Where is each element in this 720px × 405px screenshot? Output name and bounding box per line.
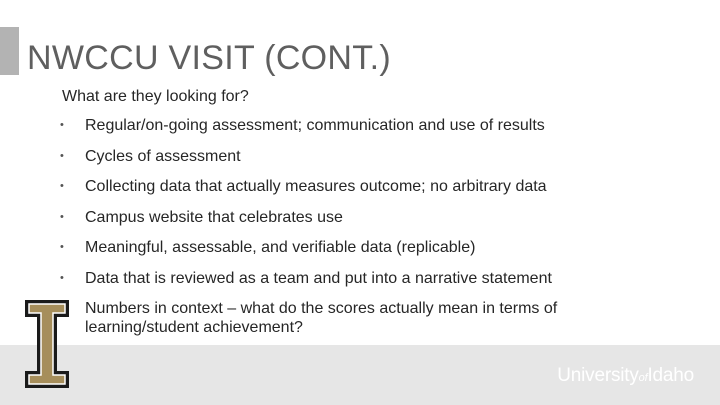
bullet-item: [58, 269, 638, 288]
slide-subtitle: What are they looking for?: [62, 88, 249, 105]
bullet-icon: •: [60, 149, 64, 162]
bullet-icon: •: [60, 119, 64, 131]
title-accent-bar: [0, 27, 19, 75]
bullet-text: Collecting data that actually measures outcome; no arbitrary data: [85, 178, 547, 195]
bullet-list: [58, 116, 638, 349]
bullet-text: Meaningful, assessable, and verifiable data (replicable): [85, 239, 476, 256]
bullet-text: Numbers in context – what do the scores actually mean in terms of learning/student achievement?: [85, 300, 558, 336]
bullet-text: Campus website that celebrates use: [85, 208, 343, 226]
bullet-item: [58, 116, 638, 135]
bullet-item: [58, 299, 638, 337]
brand-idaho: Idaho: [647, 365, 694, 386]
brand-of: of: [638, 372, 648, 384]
university-of-idaho-block-i-logo-icon: [24, 299, 70, 394]
slide-title: NWCCU VISIT (CONT.): [27, 39, 391, 77]
bullet-icon: •: [60, 210, 64, 223]
bullet-icon: •: [60, 271, 64, 284]
brand-university: University: [557, 365, 639, 386]
bullet-item: [58, 208, 638, 227]
bullet-icon: •: [60, 180, 64, 192]
bullet-item: [58, 238, 638, 257]
bullet-text: Data that is reviewed as a team and put into a narrative statement: [85, 269, 552, 287]
bullet-item: [58, 147, 638, 166]
university-of-idaho-wordmark: [557, 365, 694, 387]
bullet-item: [58, 177, 638, 196]
bullet-text: Regular/on-going assessment; communication and use of results: [85, 117, 545, 134]
bullet-icon: •: [60, 241, 64, 253]
bullet-text: Cycles of assessment: [85, 147, 241, 165]
